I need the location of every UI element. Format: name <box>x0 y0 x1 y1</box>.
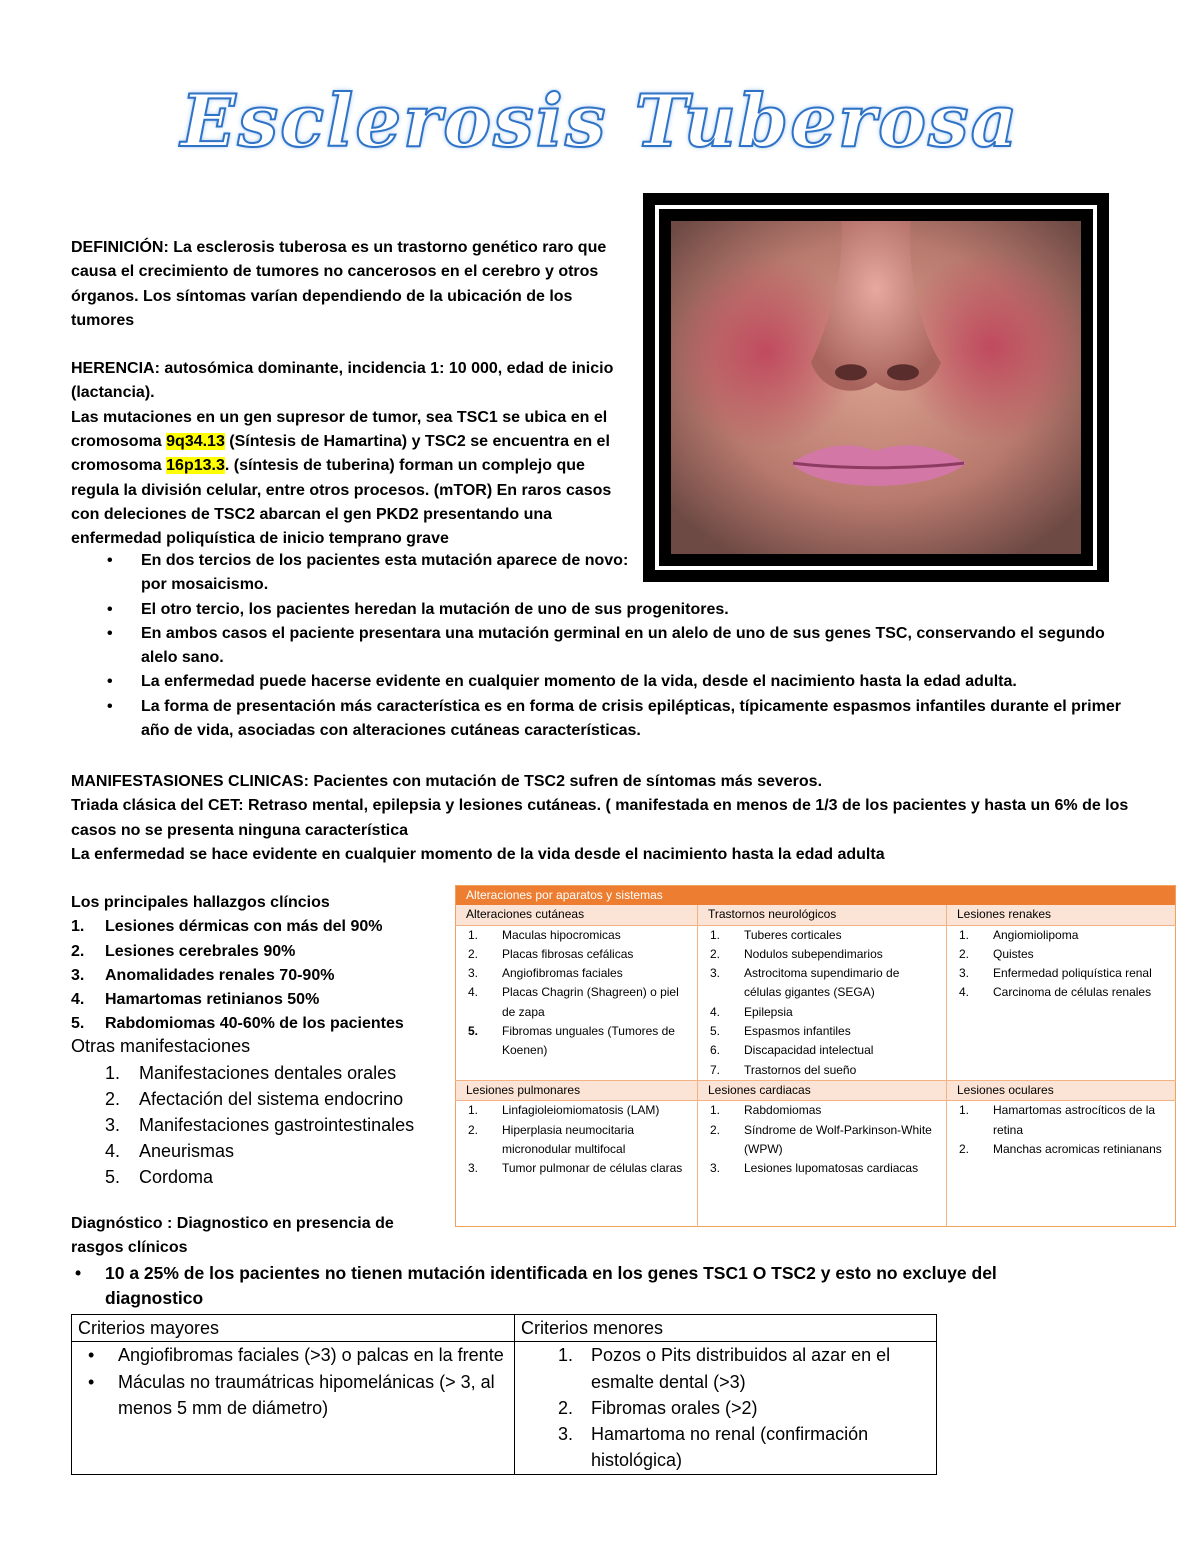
table-header-cell: Trastornos neurológicos <box>698 905 947 925</box>
table-header-cell: Lesiones renakes <box>947 905 1176 925</box>
list-item: 4. Hamartomas retinianos 50% <box>71 991 320 1009</box>
list-item: 2. Placas fibrosas cefálicas <box>468 946 634 961</box>
list-item: • En ambos casos el paciente presentara una mutación germinal en un alelo de uno de sus genes TSC, conservando el segundo alelo sano. <box>71 622 1131 671</box>
otras-manifestaciones <box>105 1060 455 1190</box>
list-item: 2. Fibromas orales (>2) <box>558 1397 758 1418</box>
list-item: 1. Angiomiolipoma <box>959 927 1079 942</box>
diagnostico-section <box>71 1212 1151 1311</box>
locus-highlight-tsc1: 9q34.13 <box>166 433 225 451</box>
herencia-bullets <box>71 549 1131 743</box>
criterios-menores-header: Criterios menores <box>515 1315 937 1342</box>
principales-title: Los principales hallazgos clíncios <box>71 894 330 911</box>
list-item: 1. Lesiones dérmicas con más del 90% <box>71 918 383 936</box>
manifestaciones-label: MANIFESTASIONES CLINICAS: <box>71 773 309 790</box>
criterios-table <box>71 1314 937 1475</box>
intro-section <box>71 236 631 552</box>
table-header-cell: Lesiones cardiacas <box>698 1080 947 1100</box>
mutaciones-paragraph <box>71 406 631 552</box>
list-item: • 10 a 25% de los pacientes no tienen mutación identificada en los genes TSC1 O TSC2 y esto no excluye del diagnostico <box>71 1261 1051 1311</box>
list-item: 2. Hiperplasia neumocitaria micronodular multifocal <box>468 1122 635 1156</box>
table-header-cell: Lesiones pulmonares <box>456 1080 698 1100</box>
table-header-cell: Alteraciones cutáneas <box>456 905 698 925</box>
criterios-mayores-cell <box>72 1342 515 1474</box>
list-item: 1. Tuberes corticales <box>710 927 842 942</box>
list-item: 5. Rabdomiomas 40-60% de los pacientes <box>71 1015 404 1033</box>
triada-paragraph: Triada clásica del CET: Retraso mental, epilepsia y lesiones cutáneas. ( manifestada en menos de 1/3 de los pacientes y hasta un 6% de los casos no se presenta ninguna característica <box>71 797 1129 839</box>
list-item: 6. Discapacidad intelectual <box>710 1043 874 1058</box>
list-item: 4. Aneurismas <box>105 1141 235 1161</box>
list-item: 5. Fibromas unguales (Tumores de Koenen) <box>468 1024 675 1058</box>
list-item: 5. Cordoma <box>105 1167 214 1187</box>
list-item: 7. Trastornos del sueño <box>710 1062 857 1077</box>
herencia-paragraph <box>71 357 631 406</box>
face-photo-icon <box>671 221 1081 554</box>
table-cell-cutaneas <box>456 925 698 1080</box>
list-item: • El otro tercio, los pacientes heredan la mutación de uno de sus progenitores. <box>71 598 1131 622</box>
table-cell-renales <box>947 925 1176 1080</box>
table-cell-oculares <box>947 1101 1176 1227</box>
table-header-cell: Lesiones oculares <box>947 1080 1176 1100</box>
mutaciones-text-2: (Síntesis de Hamartina) y TSC2 se encuentra en el cromosoma <box>71 433 610 475</box>
list-item: 4. Carcinoma de células renales <box>959 985 1152 1000</box>
herencia-text: autosómica dominante, incidencia 1: 10 000, edad de inicio (lactancia). <box>71 360 614 402</box>
list-item: 1. Linfagioleiomiomatosis (LAM) <box>468 1103 660 1118</box>
list-item: 3. Tumor pulmonar de células claras <box>468 1161 683 1176</box>
list-item: 2. Quistes <box>959 946 1034 961</box>
clinical-photo <box>643 193 1109 582</box>
list-item: • Máculas no traumátricas hipomelánicas (> 3, al menos 5 mm de diámetro) <box>78 1369 508 1422</box>
manifestaciones-paragraph <box>71 770 1151 794</box>
list-item: 2. Nodulos subependimarios <box>710 946 883 961</box>
table-cell-pulmonares <box>456 1101 698 1227</box>
list-item: 3. Anomalidades renales 70-90% <box>71 966 335 984</box>
herencia-label: HERENCIA: <box>71 360 160 378</box>
list-item: 2. Manchas acromicas retinianans <box>959 1141 1162 1156</box>
list-item: • Angiofibromas faciales (>3) o palcas en la frente <box>78 1342 508 1368</box>
table-cell-cardiacas <box>698 1101 947 1227</box>
definicion-text: La esclerosis tuberosa es un trastorno genético raro que causa el crecimiento de tumores no cancerosos en el cerebro y otros órganos. Los síntomas varían dependiendo de la ubicación de los tumores <box>71 239 607 329</box>
diagnostico-text: Diagnostico en presencia de rasgos clínicos <box>71 1215 394 1257</box>
alteraciones-title: Alteraciones por aparatos y sistemas <box>456 886 1176 906</box>
list-item: • La forma de presentación más característica es en forma de crisis epilépticas, típicamente espasmos infantiles durante el primer año de vida, asociadas con alteraciones cutáneas características. <box>71 695 1131 744</box>
principales-hallazgos <box>71 891 451 1037</box>
list-item: 1. Rabdomiomas <box>710 1103 822 1118</box>
list-item: 2. Lesiones cerebrales 90% <box>71 942 296 960</box>
list-item: • En dos tercios de los pacientes esta mutación aparece de novo: por mosaicismo. <box>71 549 641 598</box>
manifestaciones-text: Pacientes con mutación de TSC2 sufren de síntomas más severos. <box>308 773 823 790</box>
alteraciones-table <box>455 885 1176 1227</box>
list-item: 1. Pozos o Pits distribuidos al azar en el esmalte dental (>3) <box>558 1345 891 1392</box>
diagnostico-paragraph <box>71 1212 431 1261</box>
otras-title: Otras manifestaciones <box>71 1036 251 1056</box>
list-item: 1. Maculas hipocromicas <box>468 927 621 942</box>
list-item: 2. Síndrome de Wolf-Parkinson-White (WPW) <box>710 1122 932 1156</box>
definicion-label: DEFINICIÓN: <box>71 239 169 256</box>
list-item: 2. Afectación del sistema endocrino <box>105 1089 404 1109</box>
list-item: 4. Placas Chagrin (Shagreen) o piel de zapa <box>468 985 679 1019</box>
mutaciones-text-3: . (síntesis de tuberina) forman un complejo que regula la división celular, entre otros procesos. (mTOR) En raros casos con deleciones de TSC2 abarcan el gen PKD2 presentando una enfermedad poliquística de inicio temprano grave <box>71 457 612 548</box>
page-title: Esclerosis Tuberosa <box>180 78 1020 163</box>
list-item: 3. Lesiones lupomatosas cardiacas <box>710 1161 919 1176</box>
list-item: 1. Hamartomas astrocíticos de la retina <box>959 1103 1156 1137</box>
list-item: 5. Espasmos infantiles <box>710 1024 851 1039</box>
mutaciones-text-1: Las mutaciones en un gen supresor de tumor, sea TSC1 se ubica en el cromosoma <box>71 408 608 451</box>
diagnostico-label: Diagnóstico : <box>71 1215 173 1232</box>
definicion-paragraph <box>71 236 631 333</box>
list-item: 3. Angiofibromas faciales <box>468 966 623 981</box>
list-item: 1. Manifestaciones dentales orales <box>105 1063 397 1083</box>
criterios-mayores-header: Criterios mayores <box>72 1315 515 1342</box>
list-item: 3. Manifestaciones gastrointestinales <box>105 1115 415 1135</box>
list-item: 3. Hamartoma no renal (confirmación histológica) <box>558 1424 869 1471</box>
list-item: • La enfermedad puede hacerse evidente en cualquier momento de la vida, desde el nacimiento hasta la edad adulta. <box>71 670 1131 694</box>
table-cell-neurologicos <box>698 925 947 1080</box>
evidente-paragraph: La enfermedad se hace evidente en cualquier momento de la vida desde el nacimiento hasta la edad adulta <box>71 845 885 863</box>
criterios-menores-cell <box>515 1342 937 1474</box>
locus-highlight-tsc2: 16p13.3 <box>166 457 225 475</box>
list-item: 4. Epilepsia <box>710 1004 793 1019</box>
list-item: 3. Enfermedad poliquística renal <box>959 966 1152 981</box>
list-item: 3. Astrocitoma supendimario de células gigantes (SEGA) <box>710 966 900 1000</box>
manifestaciones-section <box>71 770 1151 867</box>
